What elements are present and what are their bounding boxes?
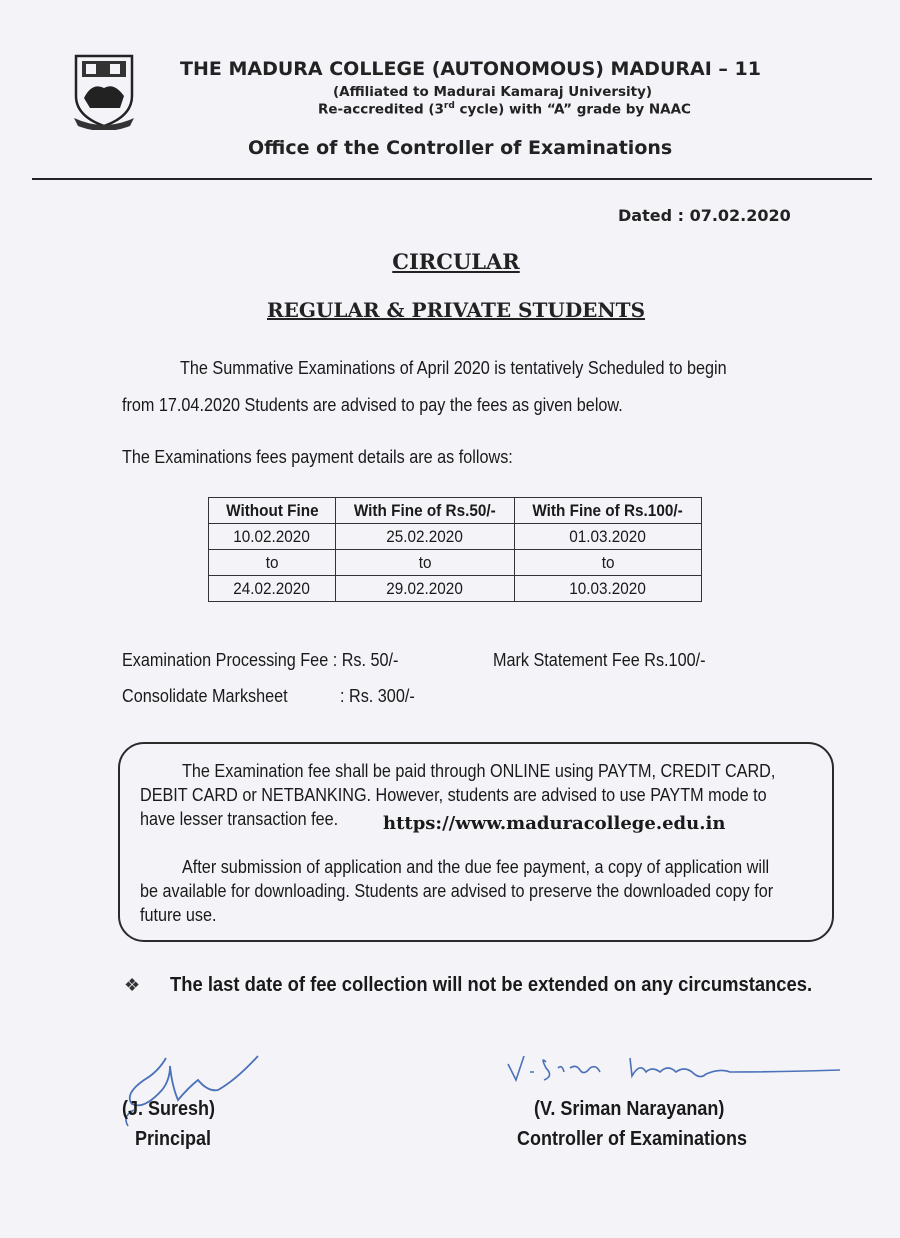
- table-cell: to: [515, 550, 702, 576]
- mark-statement-fee: Mark Statement Fee Rs.100/-: [493, 650, 706, 670]
- principal-name: (J. Suresh): [122, 1098, 216, 1120]
- circular-subject: REGULAR & PRIVATE STUDENTS: [266, 298, 646, 322]
- college-website-link[interactable]: https://www.maduracollege.edu.in: [383, 813, 726, 834]
- box-line: future use.: [140, 905, 217, 925]
- college-crest-icon: [70, 52, 138, 130]
- college-name: THE MADURA COLLEGE (AUTONOMOUS) MADURAI – 11: [180, 58, 761, 80]
- table-row: [209, 524, 702, 550]
- principal-title: Principal: [135, 1128, 212, 1150]
- paragraph-line: The Summative Examinations of April 2020 is tentatively Scheduled to begin: [180, 358, 727, 378]
- consolidate-marksheet-fee: : Rs. 300/-: [340, 686, 415, 706]
- controller-name: (V. Sriman Narayanan): [534, 1098, 725, 1120]
- table-header-cell: Without Fine: [209, 498, 336, 524]
- table-cell: to: [336, 550, 515, 576]
- paragraph-line: The Examinations fees payment details are as follows:: [122, 447, 513, 467]
- controller-signature: [500, 1046, 850, 1094]
- table-cell: 01.03.2020: [515, 524, 702, 550]
- table-cell: 29.02.2020: [336, 576, 515, 602]
- circular-title: CIRCULAR: [392, 249, 520, 274]
- table-cell: 25.02.2020: [336, 524, 515, 550]
- processing-fee: Examination Processing Fee : Rs. 50/-: [122, 650, 399, 670]
- consolidate-marksheet-label: Consolidate Marksheet: [122, 686, 288, 706]
- table-cell: to: [209, 550, 336, 576]
- diamond-bullet-icon: ❖: [124, 975, 141, 995]
- controller-title: Controller of Examinations: [517, 1128, 748, 1150]
- box-line: have lesser transaction fee.: [140, 809, 339, 829]
- box-line: The Examination fee shall be paid through ONLINE using PAYTM, CREDIT CARD,: [182, 761, 776, 781]
- accreditation-line: Re-accredited (3rd cycle) with “A” grade by NAAC: [318, 101, 691, 118]
- box-line: be available for downloading. Students are advised to preserve the downloaded copy for: [140, 881, 774, 901]
- paragraph-line: from 17.04.2020 Students are advised to pay the fees as given below.: [122, 395, 623, 415]
- fee-schedule-table: [208, 497, 702, 602]
- table-row: [209, 550, 702, 576]
- table-header-cell: With Fine of Rs.50/-: [336, 498, 515, 524]
- table-row: [209, 576, 702, 602]
- office-title: Office of the Controller of Examinations: [248, 137, 673, 159]
- table-cell: 10.02.2020: [209, 524, 336, 550]
- deadline-notice: The last date of fee collection will not be extended on any circumstances.: [170, 974, 813, 996]
- table-cell: 10.03.2020: [515, 576, 702, 602]
- table-header-row: [209, 498, 702, 524]
- box-line: DEBIT CARD or NETBANKING. However, students are advised to use PAYTM mode to: [140, 785, 767, 805]
- table-cell: 24.02.2020: [209, 576, 336, 602]
- circular-date: Dated : 07.02.2020: [618, 206, 791, 225]
- box-line: After submission of application and the due fee payment, a copy of application will: [182, 857, 770, 877]
- table-header-cell: With Fine of Rs.100/-: [515, 498, 702, 524]
- affiliation-line: (Affiliated to Madurai Kamaraj University): [333, 84, 653, 100]
- header-divider: [32, 178, 872, 180]
